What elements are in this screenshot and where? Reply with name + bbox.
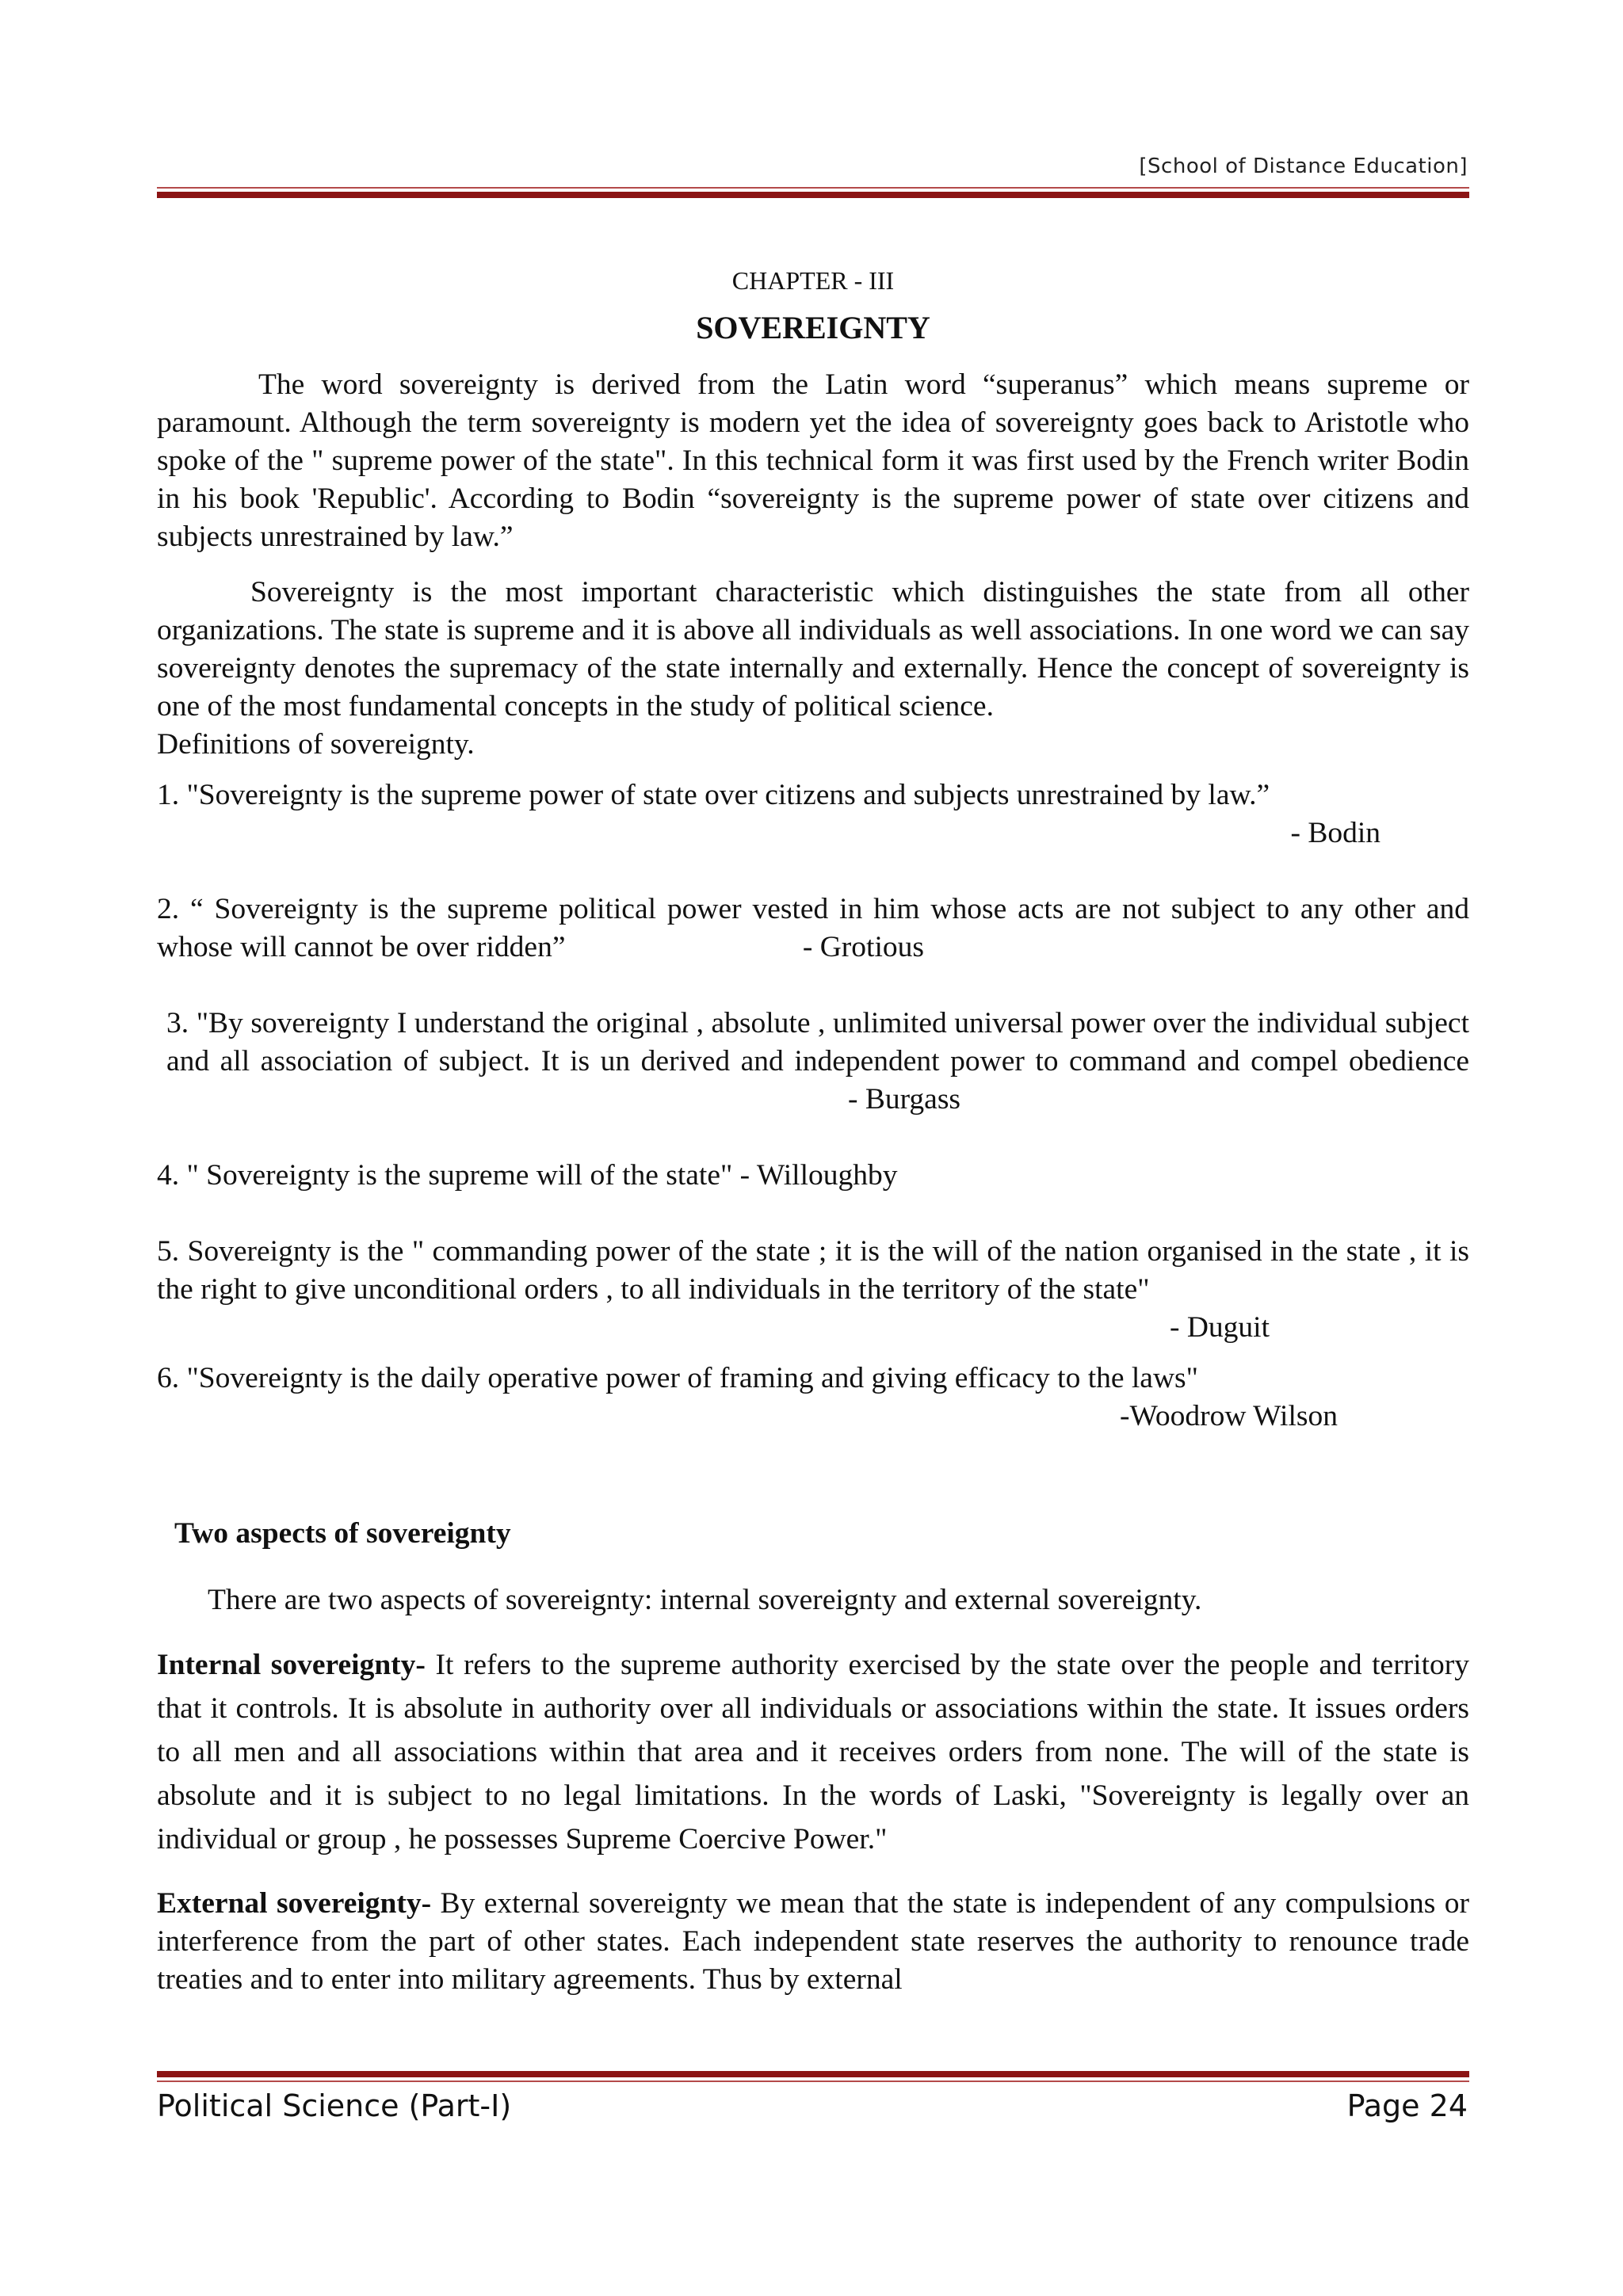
definition-item — [157, 1005, 1469, 1119]
definition-author: -Woodrow Wilson — [1120, 1400, 1338, 1432]
external-sovereignty-paragraph — [157, 1885, 1469, 1999]
definition-text: 2. “ Sovereignty is the supreme political power vested in him whose acts are not subject to any other and whose will cannot be over ridden” — [157, 893, 1469, 963]
definition-author: - Grotious — [802, 931, 924, 963]
definition-item — [157, 891, 1469, 967]
external-sovereignty-label: External sovereignty- — [157, 1887, 432, 1920]
intro-paragraph-1: The word sovereignty is derived from the Latin word “superanus” which means supreme or paramount. Although the term sovereignty is modern yet the idea of sovereignty goes back to Aristotle who spoke of the " supreme power of the state". In this technical form it was first used by the French writer Bodin in his book 'Republic'. According to Bodin “sovereignty is the supreme power of state over citizens and subjects unrestrained by law.” — [157, 368, 1469, 553]
definition-author: - Burgass — [848, 1083, 961, 1116]
internal-sovereignty-text: It refers to the supreme authority exercised by the state over the people and territory that it controls. It is absolute in authority over all individuals or associations within the state. It issues orders to all men and all associations within that area and it receives orders from none. The will of the state is absolute and it is subject to no legal limitations. In the words of Laski, "Sovereignty is legally over an individual or group , he possesses Supreme Coercive Power." — [157, 1649, 1469, 1855]
chapter-title: SOVEREIGNTY — [696, 310, 930, 345]
definition-text: 1. "Sovereignty is the supreme power of state over citizens and subjects unrestrained by law.” — [157, 779, 1270, 811]
definition-author: - Bodin — [1290, 817, 1381, 849]
definition-item — [157, 1233, 1469, 1347]
header-rule-thin — [157, 187, 1469, 189]
definition-text: 5. Sovereignty is the " commanding power of the state ; it is the will of the nation organised in the state , it is the right to give unconditional orders , to all individuals in the territory of the state" — [157, 1235, 1469, 1306]
page-content — [157, 261, 1469, 1999]
definition-item — [157, 1157, 1469, 1195]
definitions-heading: Definitions of sovereignty. — [157, 728, 475, 761]
intro-paragraph-2-text: Sovereignty is the most important characteristic which distinguishes the state from all other organizations. The state is supreme and it is above all individuals as well associations. In one word we can say sovereignty denotes the supremacy of the state internally and externally. Hence the concept of sovereignty is one of the most fundamental concepts in the study of political science. — [157, 576, 1469, 723]
header-institution: [School of Distance Education] — [1139, 154, 1468, 178]
section-heading: Two aspects of sovereignty — [174, 1517, 511, 1550]
footer-page-number: Page 24 — [1346, 2088, 1468, 2123]
definition-item — [157, 776, 1469, 852]
intro-paragraph-2 — [157, 574, 1469, 764]
definition-text: 6. "Sovereignty is the daily operative power of framing and giving efficacy to the laws" — [157, 1362, 1198, 1394]
internal-sovereignty-label: Internal sovereignty- — [157, 1649, 426, 1681]
definition-text: 4. " Sovereignty is the supreme will of the state" - Willoughby — [157, 1159, 898, 1192]
footer-course: Political Science (Part-I) — [157, 2088, 512, 2123]
header-rule-thick — [157, 192, 1469, 198]
footer-rule-thin — [157, 2081, 1469, 2082]
definition-author: - Duguit — [1169, 1311, 1270, 1344]
aspects-intro: There are two aspects of sovereignty: internal sovereignty and external sovereignty. — [208, 1584, 1202, 1616]
chapter-label: CHAPTER - III — [731, 266, 895, 295]
definition-text: 3. "By sovereignty I understand the original , absolute , unlimited universal power over the individual subject and all association of subject. It is un derived and independent power to command and compel obedience — [166, 1007, 1469, 1077]
footer-rule-thick — [157, 2071, 1469, 2077]
definition-item — [157, 1360, 1469, 1436]
external-sovereignty-text: By external sovereignty we mean that the state is independent of any compulsions or interference from the part of other states. Each independent state reserves the authority to renounce trade treaties and to enter into military agreements. Thus by external — [157, 1887, 1469, 1996]
internal-sovereignty-paragraph — [157, 1643, 1469, 1861]
